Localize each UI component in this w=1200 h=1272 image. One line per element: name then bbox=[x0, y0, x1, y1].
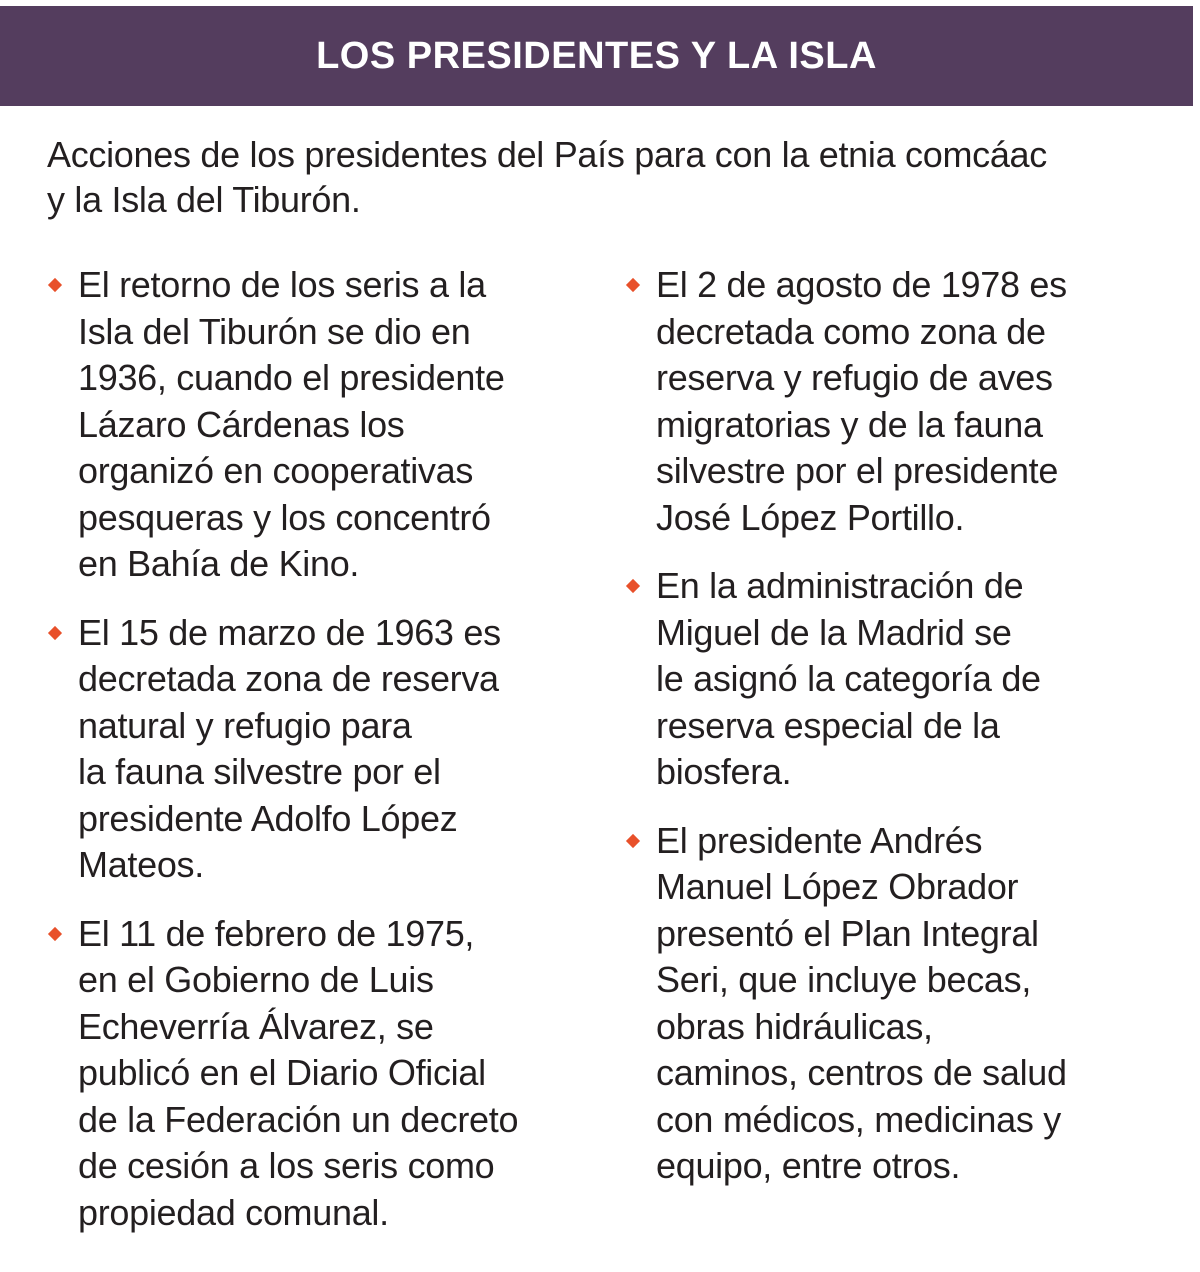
list-item bbox=[624, 262, 1184, 541]
list-item-text: El retorno de los seris a la Isla del Tiburón se dio en 1936, cuando el presidente Lázaro Cárdenas los organizó en cooperativas pesqueras y los concentró en Bahía de Kino. bbox=[78, 264, 505, 584]
diamond-bullet-icon bbox=[626, 278, 640, 292]
right-column bbox=[624, 262, 1184, 1212]
page-title: LOS PRESIDENTES Y LA ISLA bbox=[316, 34, 877, 77]
diamond-bullet-icon bbox=[48, 278, 62, 292]
list-item-text: El 2 de agosto de 1978 es decretada como zona de reserva y refugio de aves migratorias y de la fauna silvestre por el presidente José López Portillo. bbox=[656, 264, 1067, 538]
diamond-bullet-icon bbox=[48, 926, 62, 940]
list-item bbox=[46, 262, 576, 588]
diamond-bullet-icon bbox=[626, 579, 640, 593]
list-item-text: El presidente Andrés Manuel López Obrador presentó el Plan Integral Seri, que incluye becas, obras hidráulicas, caminos, centros de salud con médicos, medicinas y equipo, entre otros. bbox=[656, 819, 1067, 1186]
list-item bbox=[46, 610, 576, 889]
diamond-bullet-icon bbox=[626, 833, 640, 847]
header-banner bbox=[0, 6, 1193, 106]
diamond-bullet-icon bbox=[48, 625, 62, 639]
list-item-text: En la administración de Miguel de la Madrid se le asignó la categoría de reserva especial de la biosfera. bbox=[656, 565, 1041, 792]
list-item bbox=[624, 563, 1184, 796]
list-item-text: El 15 de marzo de 1963 es decretada zona de reserva natural y refugio para la fauna silvestre por el presidente Adolfo López Mateos. bbox=[78, 611, 501, 885]
list-item bbox=[46, 911, 576, 1237]
list-item-text: El 11 de febrero de 1975, en el Gobierno de Luis Echeverría Álvarez, se publicó en el Diario Oficial de la Federación un decreto de cesión a los seris como propiedad comunal. bbox=[78, 912, 519, 1233]
list-item bbox=[624, 818, 1184, 1190]
intro-text: Acciones de los presidentes del País para con la etnia comcáac y la Isla del Tiburón. bbox=[47, 134, 1047, 220]
left-column bbox=[46, 262, 576, 1258]
